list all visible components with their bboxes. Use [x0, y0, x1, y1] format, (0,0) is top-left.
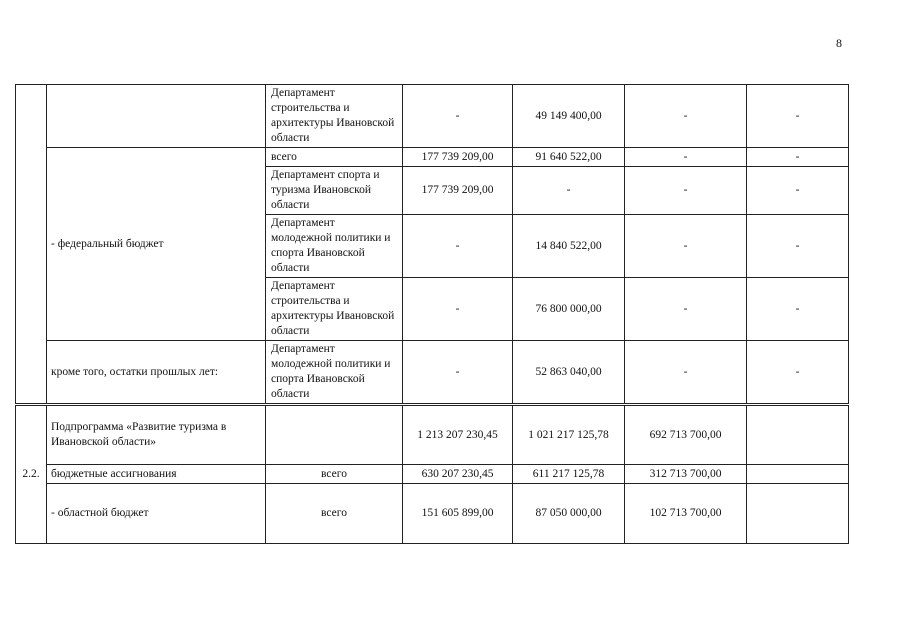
dept-cell: всего	[266, 484, 403, 544]
program-label: - областной бюджет	[47, 484, 266, 544]
value-cell: 87 050 000,00	[513, 484, 625, 544]
table-row	[16, 465, 849, 484]
remains-label: кроме того, остатки прошлых лет:	[47, 341, 266, 405]
value-cell: -	[403, 85, 513, 148]
number-cell	[16, 85, 47, 405]
program-cell	[47, 85, 266, 148]
dept-cell: всего	[266, 465, 403, 484]
value-cell: 312 713 700,00	[625, 465, 747, 484]
table-row	[16, 405, 849, 465]
table-row	[16, 85, 849, 148]
dept-cell: Департамент молодежной политики и спорта Ивановской области	[266, 341, 403, 405]
value-cell: 49 149 400,00	[513, 85, 625, 148]
table-row	[16, 148, 849, 167]
value-cell: 76 800 000,00	[513, 278, 625, 341]
table-row	[16, 341, 849, 405]
table-row	[16, 484, 849, 544]
program-label: Подпрограмма «Развитие туризма в Ивановской области»	[47, 405, 266, 465]
value-cell: -	[625, 341, 747, 405]
section-number: 2.2.	[16, 405, 47, 544]
value-cell: 692 713 700,00	[625, 405, 747, 465]
value-cell: 102 713 700,00	[625, 484, 747, 544]
dept-cell: Департамент молодежной политики и спорта Ивановской области	[266, 215, 403, 278]
dept-cell	[266, 405, 403, 465]
federal-budget-label: - федеральный бюджет	[47, 148, 266, 341]
value-cell: -	[513, 167, 625, 215]
value-cell: -	[747, 215, 849, 278]
value-cell: 14 840 522,00	[513, 215, 625, 278]
value-cell	[747, 484, 849, 544]
dept-cell: Департамент строительства и архитектуры Ивановской области	[266, 85, 403, 148]
value-cell: -	[403, 278, 513, 341]
page-number: 8	[836, 36, 842, 50]
value-cell: -	[625, 215, 747, 278]
dept-cell: Департамент спорта и туризма Ивановской области	[266, 167, 403, 215]
value-cell: 177 739 209,00	[403, 148, 513, 167]
value-cell: 611 217 125,78	[513, 465, 625, 484]
value-cell: -	[747, 341, 849, 405]
value-cell: 630 207 230,45	[403, 465, 513, 484]
budget-table	[15, 84, 849, 544]
value-cell: 91 640 522,00	[513, 148, 625, 167]
program-label: бюджетные ассигнования	[47, 465, 266, 484]
value-cell: -	[403, 215, 513, 278]
value-cell: -	[747, 167, 849, 215]
value-cell: -	[747, 85, 849, 148]
value-cell: -	[403, 341, 513, 405]
value-cell: 52 863 040,00	[513, 341, 625, 405]
value-cell: 151 605 899,00	[403, 484, 513, 544]
value-cell: -	[625, 167, 747, 215]
value-cell: -	[625, 148, 747, 167]
value-cell	[747, 465, 849, 484]
value-cell: 177 739 209,00	[403, 167, 513, 215]
value-cell: 1 213 207 230,45	[403, 405, 513, 465]
value-cell: -	[625, 278, 747, 341]
dept-cell: всего	[266, 148, 403, 167]
value-cell: 1 021 217 125,78	[513, 405, 625, 465]
value-cell: -	[747, 148, 849, 167]
value-cell	[747, 405, 849, 465]
value-cell: -	[625, 85, 747, 148]
value-cell: -	[747, 278, 849, 341]
dept-cell: Департамент строительства и архитектуры Ивановской области	[266, 278, 403, 341]
